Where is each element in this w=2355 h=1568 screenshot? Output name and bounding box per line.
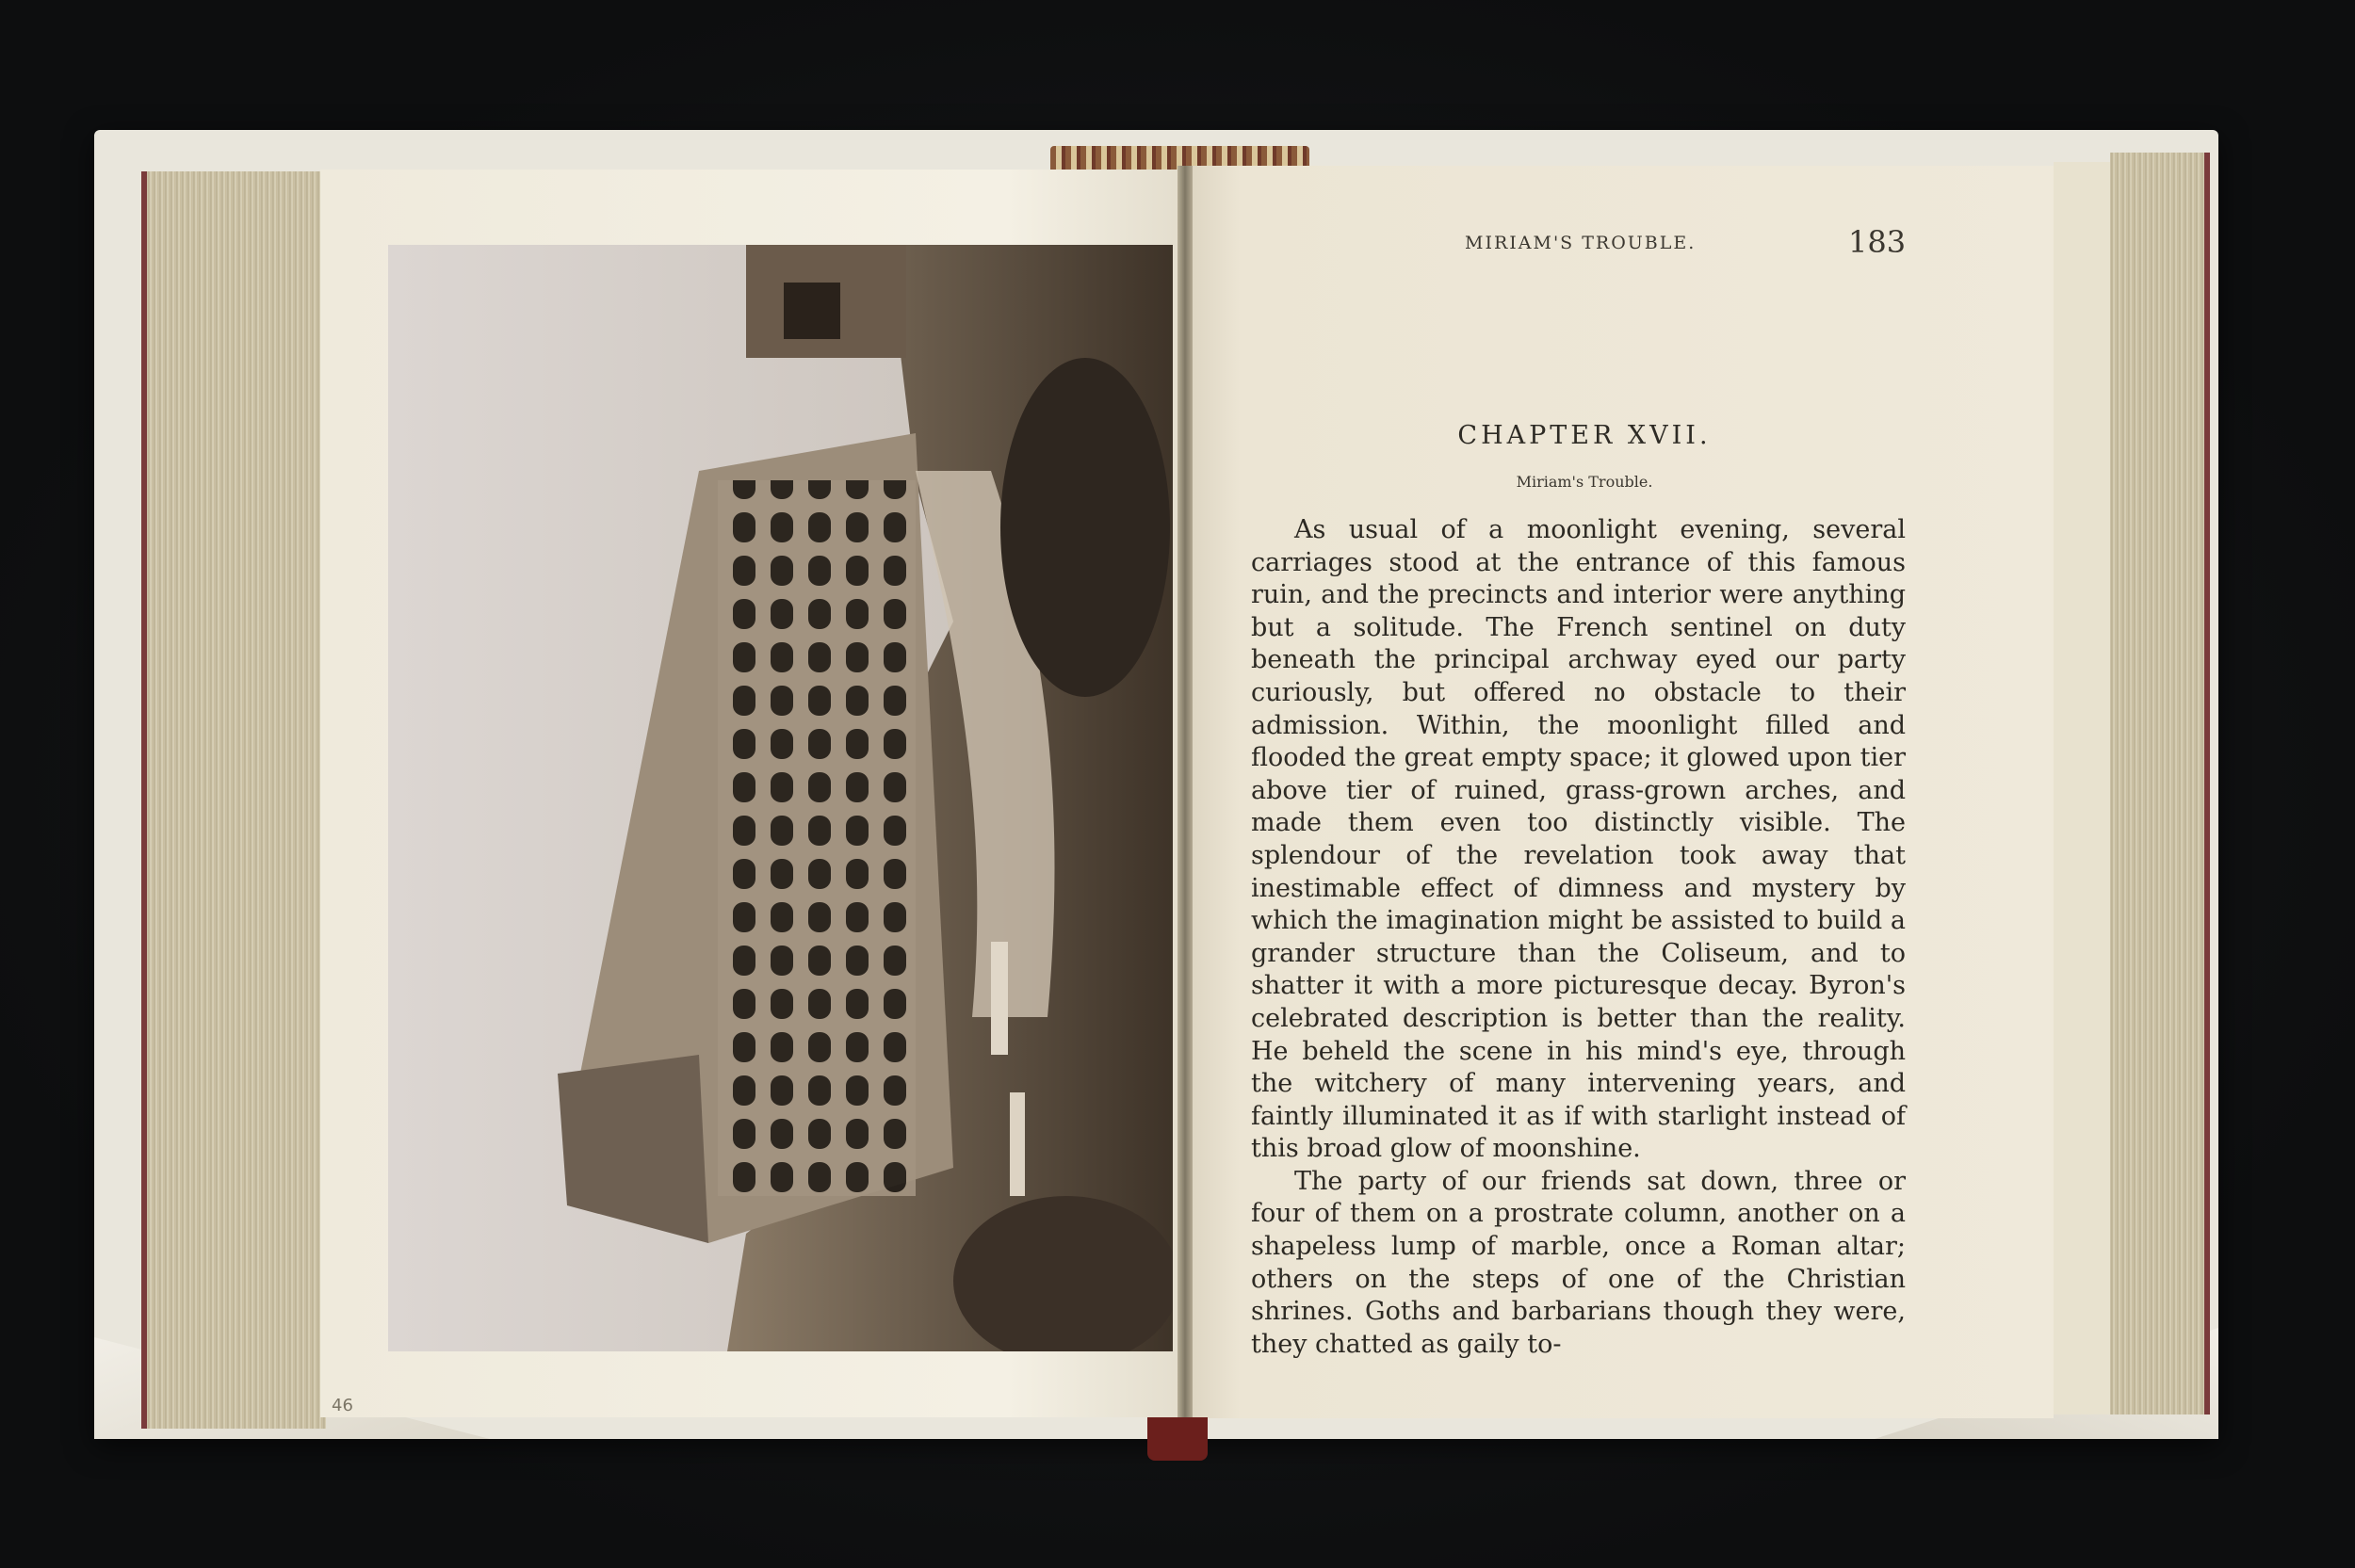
- page-number: 183: [1848, 224, 1907, 260]
- photo-column: [1010, 1092, 1025, 1196]
- page-edges-right: [2110, 153, 2210, 1414]
- photo-column: [991, 942, 1008, 1055]
- chapter-body-text: [1251, 514, 1906, 1361]
- pencil-page-number: 46: [332, 1396, 353, 1415]
- chapter-title: CHAPTER XVII.: [1457, 421, 1712, 450]
- photo-foliage: [1000, 358, 1170, 697]
- book-gutter: [1178, 166, 1193, 1418]
- photo-arcade-tiers: [718, 480, 916, 1196]
- page-edges-left: [141, 171, 326, 1429]
- paragraph: The party of our friends sat down, three or four of them on a prostrate column, another on a shapeless lump of marble, once a Roman altar; others on the steps of one of the Christian shrines. Goths and barbarians though they were, they chatted as gaily to-: [1251, 1166, 1906, 1359]
- colosseum-photograph: [388, 245, 1173, 1351]
- paragraph: As usual of a moonlight evening, several carriages stood at the entrance of this famous ruin, and the precincts and interior were anything but a solitude. The French sentinel on duty beneath the principal archway eyed our party curiously, but offered no obstacle to their admission. Within, the moonlight filled and flooded the great empty space; it glowed upon tier above tier of ruined, grass-grown arches, and made them even too distinctly visible. The splendour of the revelation took away that inestimable effect of dimness and mystery by which the imagination might be assisted to build a grander structure than the Coliseum, and to shatter it with a more picturesque decay. Byron's celebrated description is better than the reality. He beheld the scene in his mind's eye, through the witchery of many intervening years, and faintly illuminated it as if with starlight instead of this broad glow of moonshine.: [1251, 515, 1906, 1164]
- running-head: MIRIAM'S TROUBLE.: [1465, 233, 1697, 253]
- bookmark-ribbon: [1147, 1417, 1208, 1461]
- chapter-subtitle: Miriam's Trouble.: [1516, 473, 1653, 491]
